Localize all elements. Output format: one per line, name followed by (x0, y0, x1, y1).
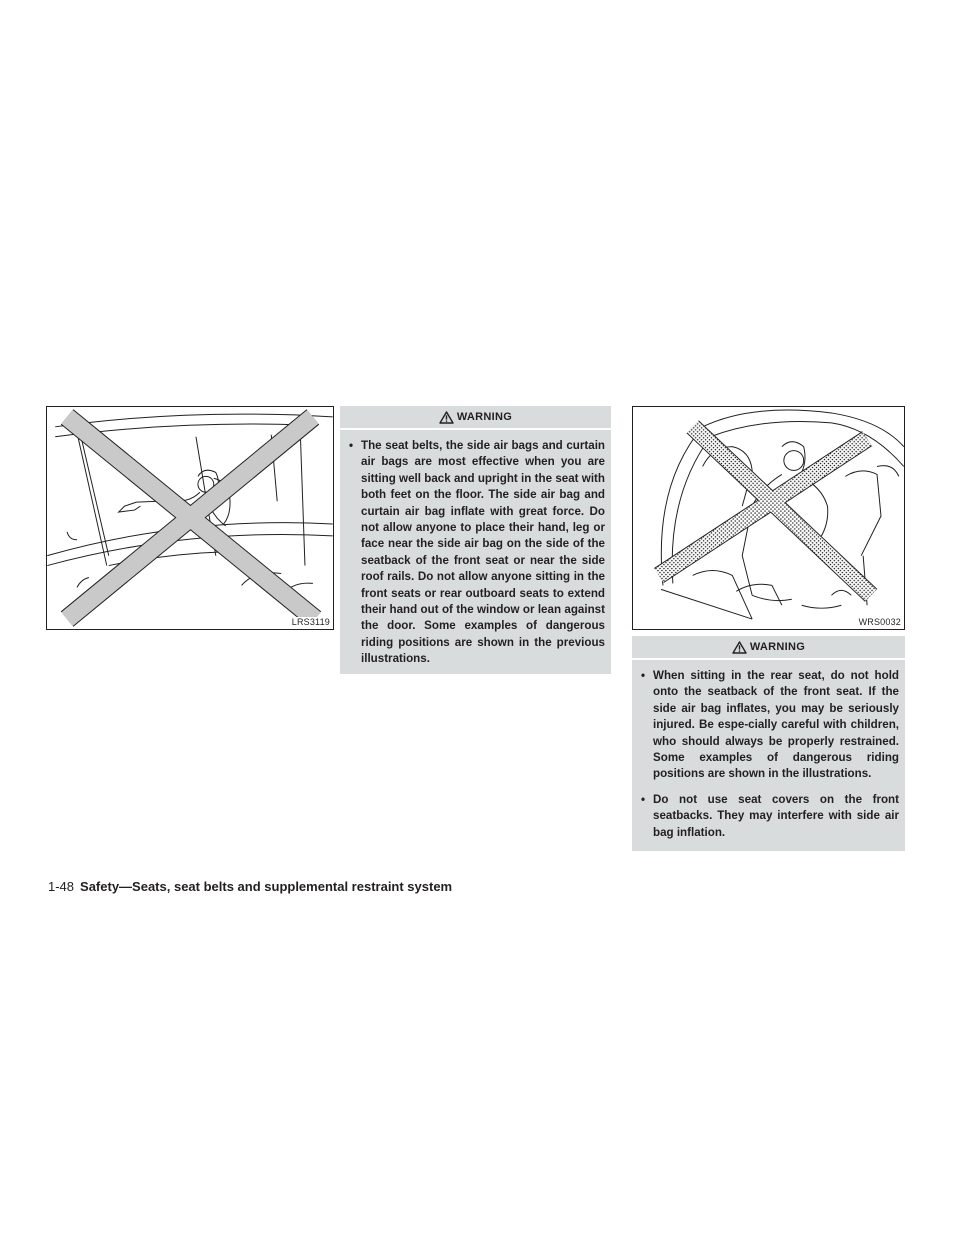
warning-heading (632, 636, 905, 660)
figure-side-window (46, 406, 334, 630)
figure-code: WRS0032 (858, 617, 901, 627)
warning-triangle-icon (439, 411, 454, 424)
warning-heading (340, 406, 611, 430)
figure-rear-seat (632, 406, 905, 630)
side-window-illustration (47, 407, 333, 629)
warning-item: • Do not use seat covers on the front seatbacks. They may interfere with side air bag inflation. (641, 792, 899, 841)
rear-seat-illustration (633, 407, 904, 629)
warning-heading-text: WARNING (456, 411, 513, 423)
section-title: Safety—Seats, seat belts and supplemental restraint system (80, 879, 453, 894)
page-footer (48, 879, 452, 894)
warning-triangle-icon (732, 641, 747, 654)
warning-box-front-seat (340, 406, 611, 674)
figure-code: LRS3119 (291, 617, 330, 627)
warning-list (632, 660, 905, 849)
warning-heading-text: WARNING (749, 641, 806, 653)
warning-box-rear-seat (632, 636, 905, 851)
page-number: 1-48 (48, 879, 75, 894)
warning-item: • The seat belts, the side air bags and curtain air bags are most effective when you are sitting well back and upright in the seat with both feet on the floor. The side air bag and curtain air bag inflate with great force. Do not allow anyone to place their hand, leg or face near the side air bag on the side of the seatback of the front seat or near the side roof rails. Do not allow anyone sitting in the front seats or rear outboard seats to extend their hand out of the window or lean against the door. Some examples of dangerous riding positions are shown in the previous illustrations. (349, 438, 605, 668)
warning-item: • When sitting in the rear seat, do not hold onto the seatback of the front seat. If the side air bag inflates, you may be seriously injured. Be espe-cially careful with children, who should always be properly restrained. Some examples of dangerous riding positions are shown in the illustrations. (641, 668, 899, 783)
warning-list (340, 430, 611, 676)
